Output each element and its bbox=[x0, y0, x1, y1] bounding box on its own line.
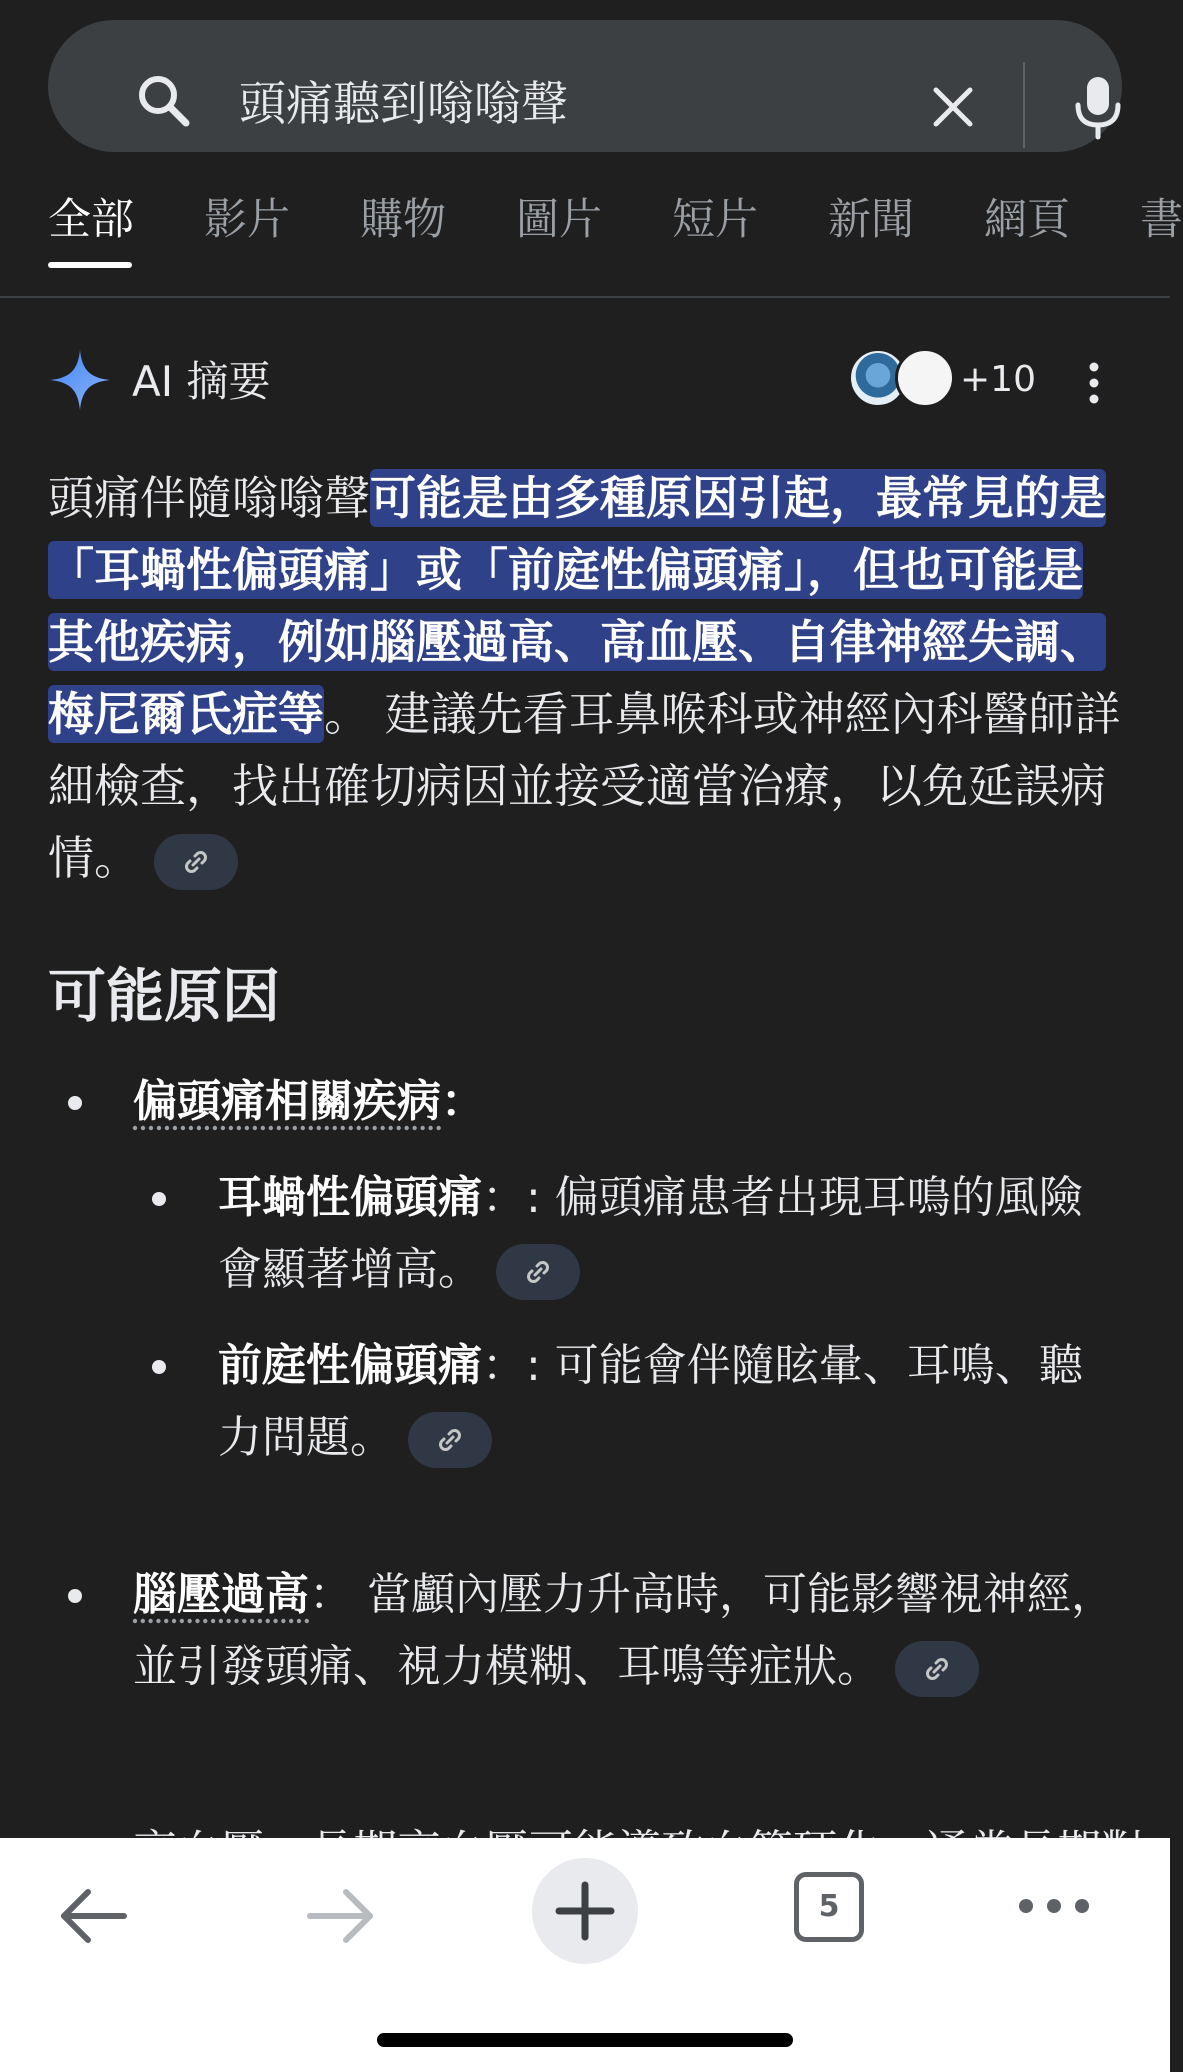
ai-summary-paragraph bbox=[48, 462, 1122, 894]
summary-tail: 。 建議先看耳鼻喉科或神經內科醫師詳細檢查，找出確切病因並接受適當治療，以免延誤病情。 bbox=[48, 687, 1121, 885]
tab-web[interactable]: 網頁 bbox=[984, 195, 1070, 245]
cause-term-suffix: ： bbox=[441, 1076, 485, 1127]
search-tabs bbox=[0, 190, 1183, 298]
more-menu-icon[interactable] bbox=[1016, 1896, 1092, 1916]
forward-arrow-icon[interactable] bbox=[304, 1886, 376, 1946]
search-input[interactable]: 頭痛聽到嗡嗡聲 bbox=[239, 77, 568, 132]
more-sources-count[interactable]: +10 bbox=[960, 359, 1036, 400]
tabs-divider bbox=[0, 296, 1170, 298]
cause-term[interactable]: 偏頭痛相關疾病 bbox=[133, 1076, 441, 1127]
sub-cause-text: ：: 可能會伴隨眩暈、耳鳴、聽力問題。 bbox=[218, 1340, 1083, 1463]
tab-news[interactable]: 新聞 bbox=[828, 195, 914, 245]
plus-icon bbox=[532, 1858, 638, 1964]
sub-cause-item bbox=[218, 1162, 1122, 1306]
search-bar[interactable] bbox=[48, 20, 1122, 152]
tab-images[interactable]: 圖片 bbox=[516, 195, 602, 245]
tab-books[interactable]: 書 bbox=[1140, 195, 1183, 245]
clear-icon[interactable] bbox=[928, 82, 978, 132]
citation-link-button[interactable] bbox=[895, 1641, 979, 1697]
sub-cause-term: 耳蝸性偏頭痛 bbox=[218, 1172, 482, 1223]
bullet bbox=[68, 1589, 82, 1603]
link-icon bbox=[524, 1258, 552, 1286]
bullet bbox=[68, 1096, 82, 1110]
new-tab-button[interactable] bbox=[532, 1858, 638, 1964]
sub-cause-item bbox=[218, 1330, 1122, 1474]
more-options-icon[interactable] bbox=[1082, 360, 1106, 406]
link-icon bbox=[923, 1655, 951, 1683]
cause-term[interactable]: 腦壓過高 bbox=[133, 1569, 309, 1620]
source-avatar[interactable] bbox=[895, 348, 955, 408]
tab-switcher-button[interactable]: 5 bbox=[794, 1872, 864, 1942]
bullet bbox=[152, 1360, 166, 1374]
sub-cause-term: 前庭性偏頭痛 bbox=[218, 1340, 482, 1391]
bullet bbox=[152, 1192, 166, 1206]
citation-link-button[interactable] bbox=[408, 1412, 492, 1468]
cause-item bbox=[133, 1066, 1123, 1138]
link-icon bbox=[436, 1426, 464, 1454]
search-icon bbox=[136, 73, 192, 129]
cause-text: ： 當顱內壓力升高時，可能影響視神經，並引發頭痛、視力模糊、耳鳴等症狀。 bbox=[133, 1569, 1115, 1692]
back-arrow-icon[interactable] bbox=[58, 1886, 130, 1946]
active-tab-indicator bbox=[48, 262, 132, 268]
summary-highlight: 可能是由多種原因引起，最常見的是「耳蝸性偏頭痛」或「前庭性偏頭痛」，但也可能是其他疾病，例如腦壓過高、高血壓、自律神經失調、梅尼爾氏症等 bbox=[48, 471, 1106, 741]
sub-cause-text: ：: 偏頭痛患者出現耳鳴的風險會顯著增高。 bbox=[218, 1172, 1083, 1295]
tab-shopping[interactable]: 購物 bbox=[360, 195, 446, 245]
summary-lead: 頭痛伴隨嗡嗡聲 bbox=[48, 471, 370, 525]
search-divider bbox=[1023, 62, 1025, 148]
sparkle-icon bbox=[48, 348, 112, 412]
citation-link-button[interactable] bbox=[496, 1244, 580, 1300]
tab-videos[interactable]: 影片 bbox=[204, 195, 290, 245]
ai-overview-title: AI 摘要 bbox=[132, 357, 271, 406]
citation-link-button[interactable] bbox=[154, 834, 238, 890]
tab-all[interactable]: 全部 bbox=[48, 195, 134, 245]
link-icon bbox=[182, 848, 210, 876]
home-indicator bbox=[377, 2033, 793, 2047]
microphone-icon[interactable] bbox=[1073, 75, 1123, 139]
causes-heading: 可能原因 bbox=[48, 962, 281, 1030]
cause-item bbox=[133, 1559, 1123, 1703]
tab-shorts[interactable]: 短片 bbox=[672, 195, 758, 245]
